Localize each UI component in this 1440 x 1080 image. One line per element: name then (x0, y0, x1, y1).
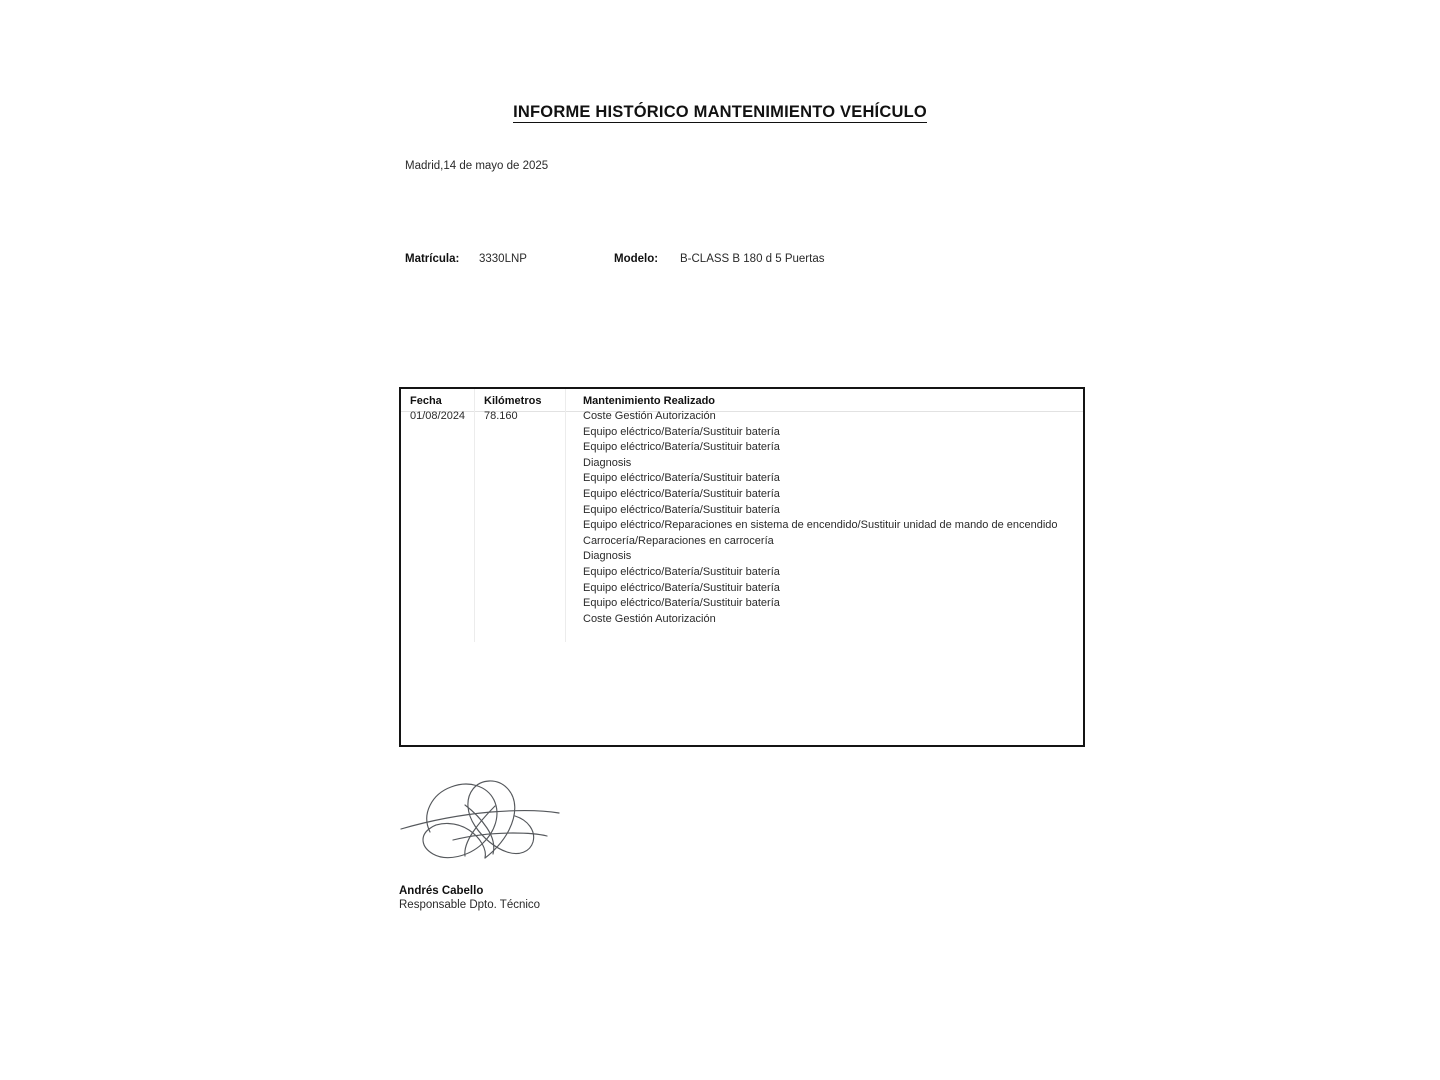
maintenance-item: Coste Gestión Autorización (583, 612, 716, 625)
maintenance-item: Coste Gestión Autorización (583, 410, 716, 422)
cell-fecha: 01/08/2024 (410, 410, 466, 422)
cell-kilometros: 78.160 (484, 410, 518, 422)
table-header-row (401, 394, 1083, 410)
maintenance-item: Equipo eléctrico/Batería/Sustituir batería (583, 597, 780, 610)
column-header-mantenimiento: Mantenimiento Realizado (583, 395, 716, 407)
vehicle-info (405, 253, 824, 265)
model-value: B-CLASS B 180 d 5 Puertas (680, 253, 825, 265)
maintenance-item: Equipo eléctrico/Batería/Sustituir batería (583, 472, 780, 485)
maintenance-item: Equipo eléctrico/Batería/Sustituir batería (583, 503, 780, 516)
maintenance-item: Equipo eléctrico/Batería/Sustituir batería (583, 581, 780, 594)
maintenance-item: Carrocería/Reparaciones en carrocería (583, 534, 774, 547)
place-and-date: Madrid,14 de mayo de 2025 (405, 160, 549, 172)
model-label: Modelo: (614, 253, 659, 265)
plate-value: 3330LNP (479, 253, 527, 265)
plate-label: Matrícula: (405, 253, 460, 265)
handwritten-signature (399, 770, 567, 878)
page-title (0, 103, 1440, 122)
signature-block (399, 770, 699, 911)
maintenance-item-list (583, 409, 1069, 627)
maintenance-item: Diagnosis (583, 456, 632, 469)
signer-name: Andrés Cabello (399, 885, 484, 897)
maintenance-item: Equipo eléctrico/Batería/Sustituir batería (583, 441, 780, 454)
page-title-text: INFORME HISTÓRICO MANTENIMIENTO VEHÍCULO (513, 103, 927, 121)
signer-role: Responsable Dpto. Técnico (399, 899, 541, 911)
cell-mantenimiento (565, 409, 1083, 627)
maintenance-item: Equipo eléctrico/Batería/Sustituir batería (583, 565, 780, 578)
maintenance-item: Diagnosis (583, 550, 632, 563)
maintenance-item: Equipo eléctrico/Batería/Sustituir batería (583, 425, 780, 438)
table-row (401, 409, 1083, 627)
maintenance-table-inner (401, 389, 1083, 745)
maintenance-item: Equipo eléctrico/Reparaciones en sistema de encendido/Sustituir unidad de mando de encendido (583, 519, 1058, 532)
column-header-fecha: Fecha (410, 395, 442, 407)
maintenance-item: Equipo eléctrico/Batería/Sustituir batería (583, 487, 780, 500)
maintenance-table (399, 387, 1085, 747)
column-header-kilometros: Kilómetros (484, 395, 542, 407)
